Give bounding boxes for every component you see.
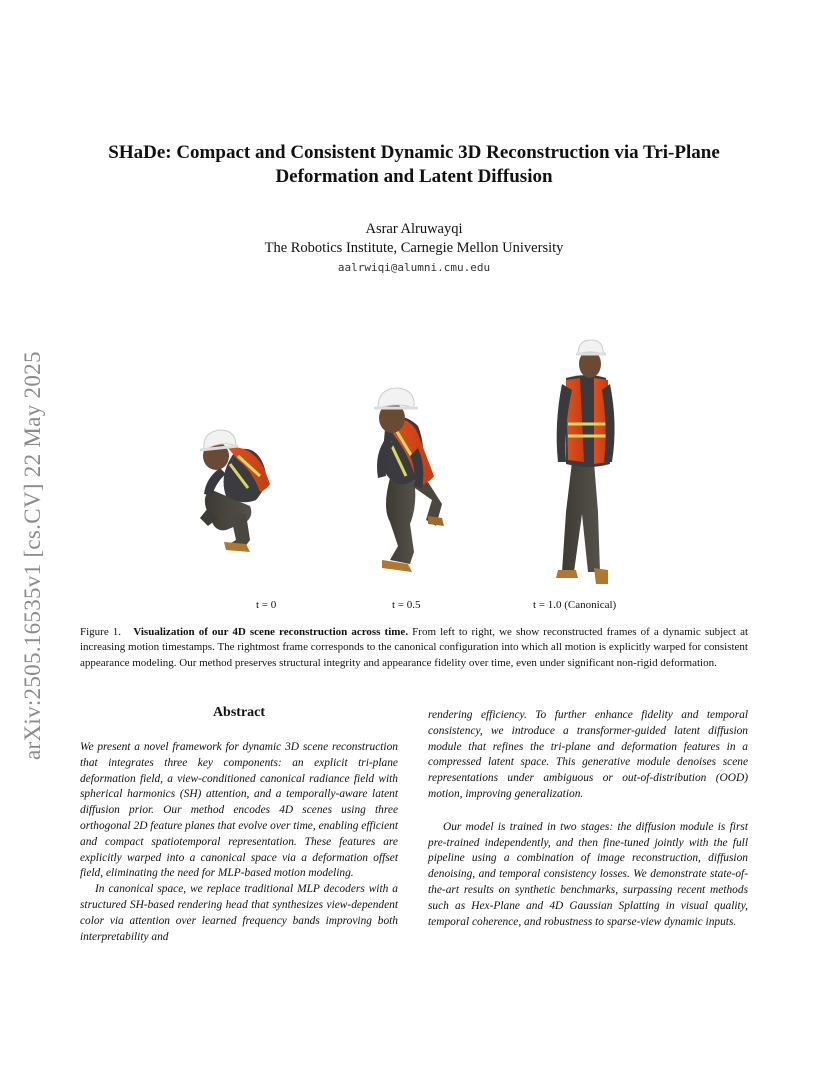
caption-prefix: Figure 1. — [80, 626, 122, 638]
author-email: aalrwiqi@alumni.cmu.edu — [337, 261, 491, 274]
caption-bold: Visualization of our 4D scene reconstruction across time. — [133, 626, 409, 638]
figure-frame-canonical — [556, 340, 615, 584]
figure-caption — [80, 625, 748, 671]
caption-text: From left to right, we show reconstructed frames of a dynamic subject at increasing motion timestamps. The rightmost frame corresponds to the canonical configuration into which all motion is explicitly warped for consistent appearance modeling. Our method preserves structural integrity and appearance fidelity over time, even under significant non-rigid deformation. — [80, 626, 749, 669]
figure-frame-t0-5 — [374, 388, 444, 572]
paper-title: SHaDe: Compact and Consistent Dynamic 3D Reconstruction via Tri-Plane Deformation and Latent Diffusion — [108, 142, 720, 187]
abstract-column-right — [428, 708, 748, 930]
abstract-paragraph-2: rendering efficiency. To further enhance fidelity and temporal consistency, we introduce a transformer-guided latent diffusion module that refines the tri-plane and deformation features in a compressed latent space. This generative module denoises scene representations under ambiguous or out-of-distribution (OOD) motion, improving generalization. — [428, 709, 748, 800]
abstract-paragraph-2-part-1: In canonical space, we replace traditional MLP decoders with a structured SH-based rendering head that synthesizes view-dependent color via attention over learned frequency bands improving both interpretability and — [80, 883, 398, 943]
abstract-heading: Abstract — [212, 705, 266, 720]
figure-1-image — [150, 338, 680, 598]
abstract-column-left — [80, 740, 398, 945]
figure-frame-t0 — [200, 430, 270, 552]
figure-label-t0-5: t = 0.5 — [392, 599, 421, 611]
author-affiliation: The Robotics Institute, Carnegie Mellon University — [264, 240, 564, 256]
abstract-paragraph-1: We present a novel framework for dynamic 3D scene reconstruction that integrates three key components: an explicit tri-plane deformation field, a view-conditioned canonical radiance field with spherical harmonics (SH) attention, and a temporally-aware latent diffusion prior. Our method encodes 4D scenes using three orthogonal 2D feature planes that evolve over time, enabling efficient and compact spatiotemporal representation. These features are explicitly warped into a canonical space via a deformation offset field, eliminating the need for MLP-based motion modeling. — [80, 741, 398, 880]
abstract-paragraph-3: Our model is trained in two stages: the diffusion module is first pre-trained independently, and then fine-tuned jointly with the full pipeline using a combination of image reconstruction, diffusion denoising, and temporal consistency losses. We demonstrate state-of-the-art results on synthetic benchmarks, surpassing recent methods such as Hex-Plane and 4D Gaussian Splatting in visual quality, temporal coherence, and robustness to sparse-view dynamic inputs. — [428, 820, 748, 928]
arxiv-identifier: arXiv:2505.16535v1 [cs.CV] 22 May 2025 — [20, 351, 45, 760]
figure-label-t0: t = 0 — [256, 599, 277, 611]
figure-label-canonical: t = 1.0 (Canonical) — [533, 599, 617, 611]
author-name: Asrar Alruwayqi — [365, 221, 463, 237]
